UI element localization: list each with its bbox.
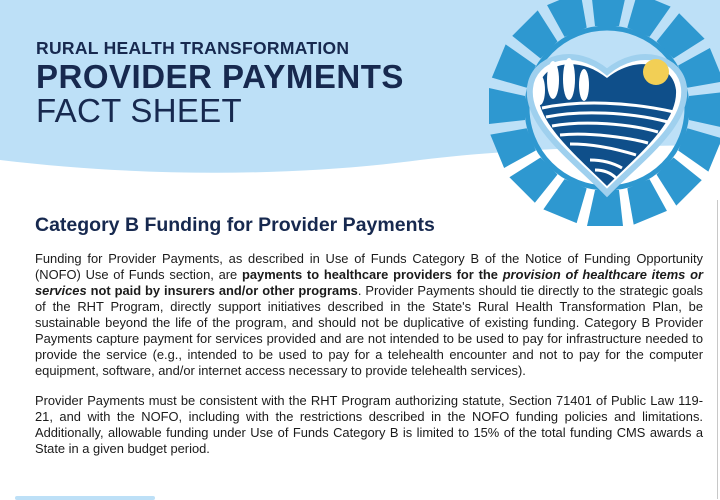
paragraph-requirements: Provider Payments must be consistent with the RHT Program authorizing statute, Section 71401 of Public Law 119-21, and with the NOFO, including with the restrictions described in the NOFO funding policies and limitations. Additionally, allowable funding under Use of Funds Category B is limited to 15% of the total funding CMS awards a State in a given budget period. [35, 393, 703, 456]
logo-ray [689, 92, 720, 128]
paragraph-definition [35, 251, 703, 379]
logo-ray [591, 0, 627, 26]
logo-ray [489, 88, 525, 124]
main-content [35, 214, 703, 471]
text-run: Funding for Provider Payments, as described in Use of Funds Category B of the Notice of Funding Opportunity (NOFO) Use of Funds section, are [35, 251, 703, 282]
page-title: PROVIDER PAYMENTS [36, 58, 404, 95]
bold-italic-text: provision of healthcare items or services [35, 267, 703, 298]
bold-text: payments to healthcare providers for the [241, 267, 503, 282]
page-edge-divider [717, 200, 718, 499]
header-kicker: RURAL HEALTH TRANSFORMATION [36, 38, 350, 58]
section-heading: Category B Funding for Provider Payments [35, 214, 435, 236]
text-run: . Provider Payments should tie directly to the strategic goals of the RHT Program, directly support initiatives described in the State's Rural Health Transformation Plan, be sustainable beyond the life of the program, and should not be duplicative of existing funding. Category B Provider Payments capture payment for services provided and are not intended to be used to pay for infrastructure needed to provide the service (e.g., intended to be used to pay for a telehealth encounter and not to pay for the computer equipment, software, and/or internet access necessary to provide telehealth services). [35, 283, 703, 378]
page-subtitle: FACT SHEET [36, 92, 242, 129]
footer-accent-bar [15, 496, 155, 500]
bold-text: not paid by insurers and/or other programs [86, 283, 358, 298]
heart-landscape-logo-icon [480, 0, 720, 240]
